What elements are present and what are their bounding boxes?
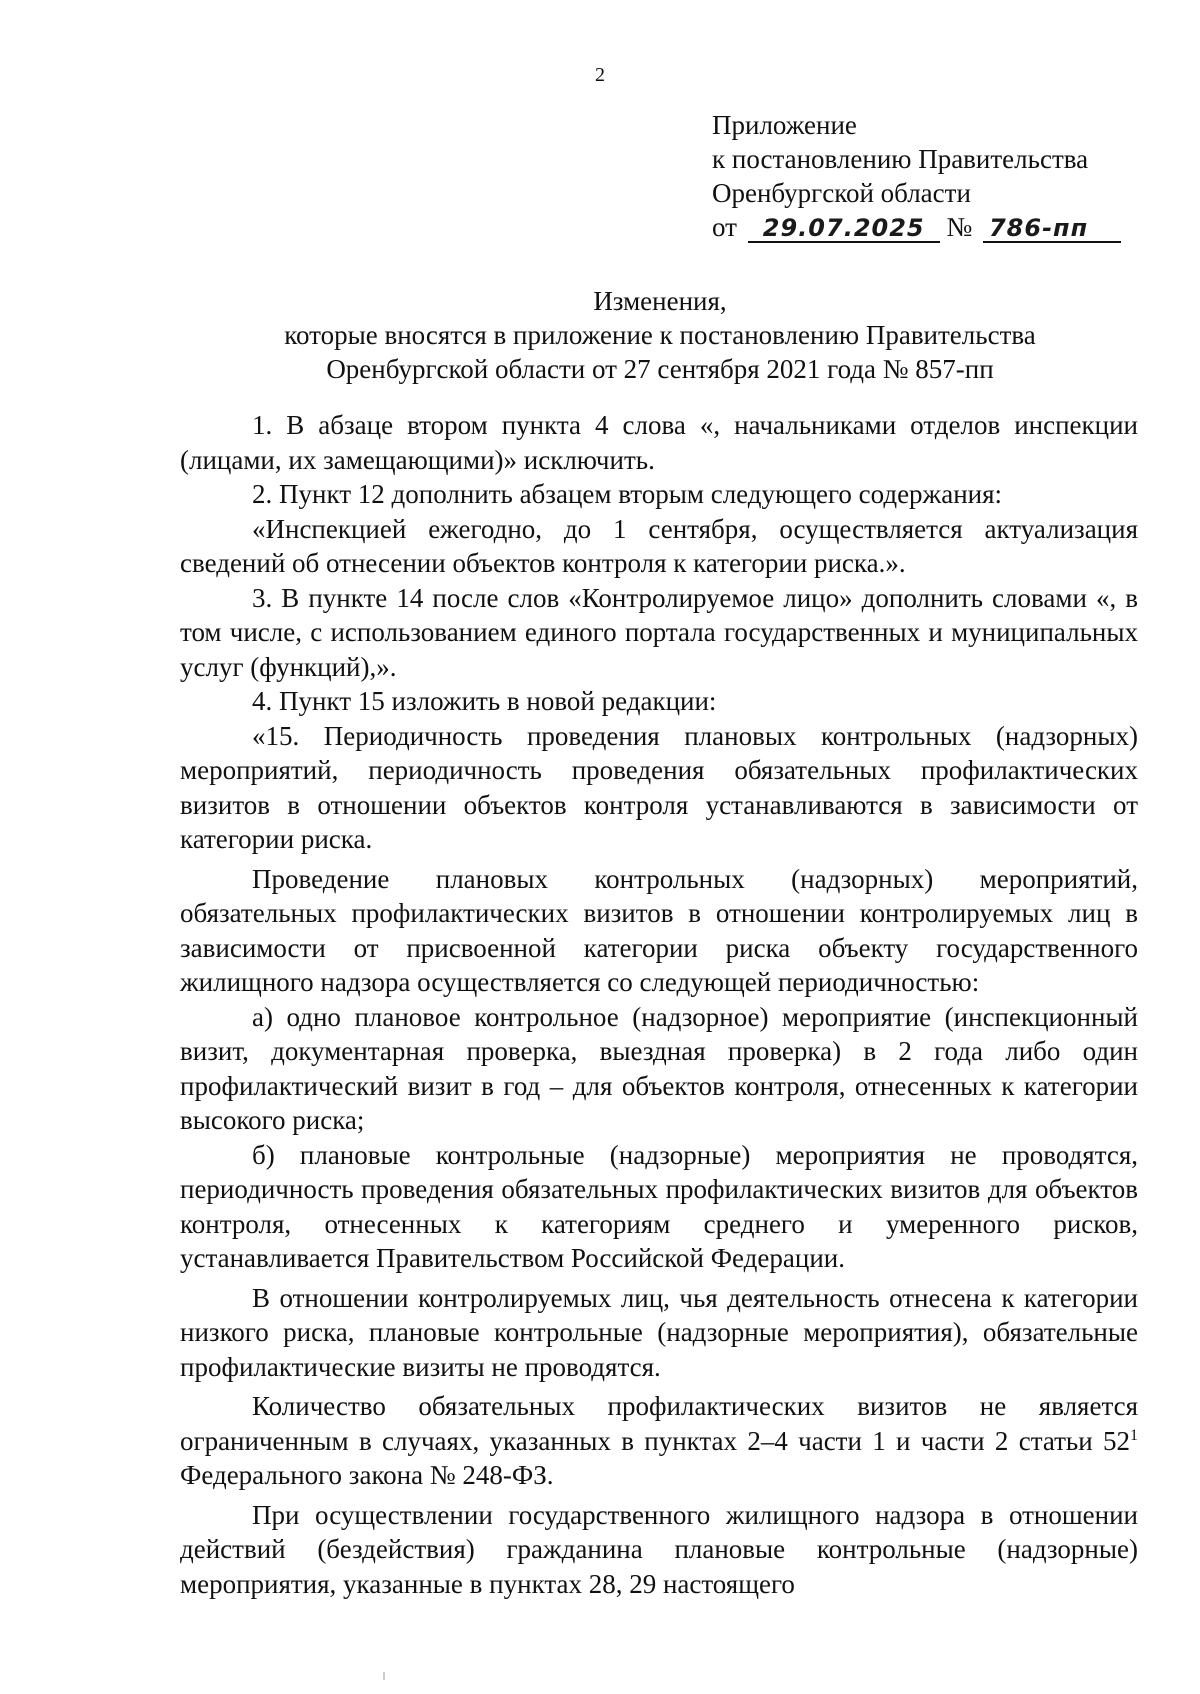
paragraph-item-1: 1. В абзаце втором пункта 4 слова «, начальниками отделов инспекции (лицами, их замещающими)» исключить. [180, 410, 1138, 475]
paragraph-item-4: 4. Пункт 15 изложить в новой редакции: [252, 686, 717, 716]
page-number: 2 [595, 64, 605, 86]
appendix-reference: к постановлению Правительства [712, 144, 1089, 174]
heading-title: Изменения, [593, 286, 727, 316]
appendix-title: Приложение [712, 110, 857, 140]
date-prefix: от [712, 212, 737, 242]
paragraph-citizen-supervision: При осуществлении государственного жилищного надзора в отношении действий (бездействия) гражданина плановые контрольные (надзорные) мероприятия, указанные в пунктах 28, 29 настоящего [180, 1499, 1138, 1599]
visit-count-text: Количество обязательных профилактических визитов не является ограниченным в случаях, указанных в пунктах 2–4 части 1 и части 2 статьи 52 [180, 1391, 1138, 1456]
appendix-date-number-row [712, 210, 1132, 244]
scan-speck [383, 1672, 385, 1680]
appendix-region: Оренбургской области [712, 178, 971, 208]
visit-count-law: Федерального закона № 248-ФЗ. [180, 1460, 554, 1490]
number-sign: № [946, 212, 973, 242]
document-heading [180, 284, 1140, 386]
paragraph-item-2: 2. Пункт 12 дополнить абзацем вторым следующего содержания: [252, 479, 1003, 509]
handwritten-date: 29.07.2025 [748, 215, 940, 243]
paragraph-subitem-a: а) одно плановое контрольное (надзорное) мероприятие (инспекционный визит, документарная проверка, выездная проверка) в 2 года либо один профилактический визит в год – для объектов контроля, отнесенных к категории высокого риска; [180, 1001, 1138, 1135]
appendix-block [712, 108, 1132, 244]
paragraph-low-risk: В отношении контролируемых лиц, чья деятельность отнесена к категории низкого риска, плановые контрольные (надзорные мероприятия), обязательные профилактические визиты не проводятся. [180, 1282, 1138, 1382]
paragraph-item-3: 3. В пункте 14 после слов «Контролируемое лицо» дополнить словами «, в том числе, с использованием единого портала государственных и муниципальных услуг (функций),». [180, 582, 1138, 682]
paragraph-point-15: «15. Периодичность проведения плановых контрольных (надзорных) мероприятий, периодичность проведения обязательных профилактических визитов в отношении объектов контроля устанавливаются в зависимости от категории риска. [180, 720, 1138, 854]
paragraph-conducting: Проведение плановых контрольных (надзорных) мероприятий, обязательных профилактических визитов в отношении контролируемых лиц в зависимости от присвоенной категории риска объекту государственного жилищного надзора осуществляется со следующей периодичностью: [180, 863, 1138, 997]
article-superscript: 1 [1130, 1426, 1138, 1444]
document-body [180, 408, 1138, 1601]
heading-subtitle: которые вносятся в приложение к постановлению Правительства [284, 320, 1036, 350]
heading-resolution-ref: Оренбургской области от 27 сентября 2021 года № 857-пп [326, 354, 994, 384]
paragraph-quote-inspection: «Инспекцией ежегодно, до 1 сентября, осуществляется актуализация сведений об отнесении объектов контроля к категории риска.». [180, 513, 1138, 578]
paragraph-visit-count [180, 1389, 1138, 1493]
handwritten-number: 786-пп [983, 215, 1121, 243]
paragraph-subitem-b: б) плановые контрольные (надзорные) мероприятия не проводятся, периодичность проведения обязательных профилактических визитов для объектов контроля, отнесенных к категориям среднего и умеренного рисков, устанавливается Правительством Российской Федерации. [180, 1139, 1138, 1273]
